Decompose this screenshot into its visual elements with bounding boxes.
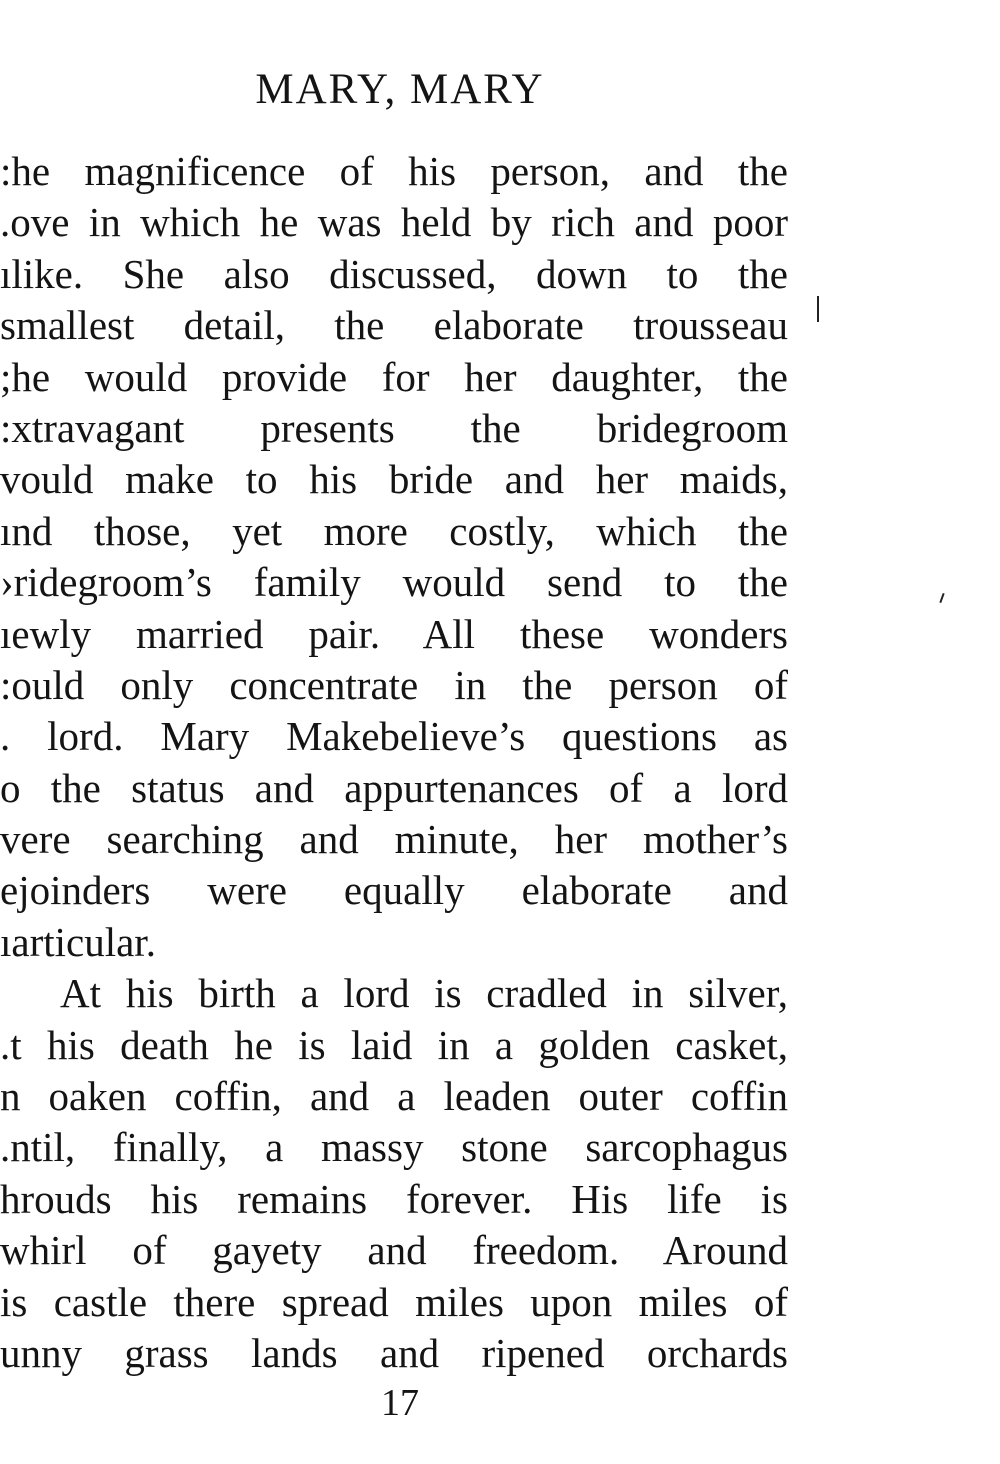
text-line: whirl of gayety and freedom. Around [0,1227,788,1274]
text-line: o the status and appurtenances of a lord [0,764,788,811]
text-line: :ould only concentrate in the person of [0,661,788,708]
text-line: ıarticular. [0,918,156,965]
text-line: ejoinders were equally elaborate and [0,867,788,914]
text-line: n oaken coffin, and a leaden outer coffin [0,1073,788,1120]
text-line: is castle there spread miles upon miles of [0,1278,788,1325]
text-line: :xtravagant presents the bridegroom [0,404,788,451]
text-line: hrouds his remains forever. His life is [0,1175,788,1222]
text-line: ılike. She also discussed, down to the [0,250,788,297]
text-line: ;he would provide for her daughter, the [0,353,788,400]
text-line: :he magnificence of his person, and the [0,148,788,194]
scan-mark [817,296,819,322]
text-line: ›ridegroom’s family would send to the [0,559,788,606]
text-line: At his birth a lord is cradled in silver, [60,970,788,1017]
page-number: 17 [381,1382,419,1424]
text-line: .ntil, finally, a massy stone sarcophagus [0,1124,788,1171]
text-line: ınd those, yet more costly, which the [0,507,788,554]
text-line: . lord. Mary Makebelieve’s questions as [0,713,788,760]
text-line: vould make to his bride and her maids, [0,456,788,503]
running-head: MARY, MARY [255,66,545,113]
body-text [0,146,788,1379]
text-line: ıewly married pair. All these wonders [0,610,788,657]
text-line: .t his death he is laid in a golden casket, [0,1021,788,1068]
text-line: .ove in which he was held by rich and poor [0,199,788,246]
text-line: vere searching and minute, her mother’s [0,816,788,863]
text-line: smallest detail, the elaborate trousseau [0,302,788,349]
scan-mark [939,593,944,603]
text-line: unny grass lands and ripened orchards [0,1329,788,1376]
